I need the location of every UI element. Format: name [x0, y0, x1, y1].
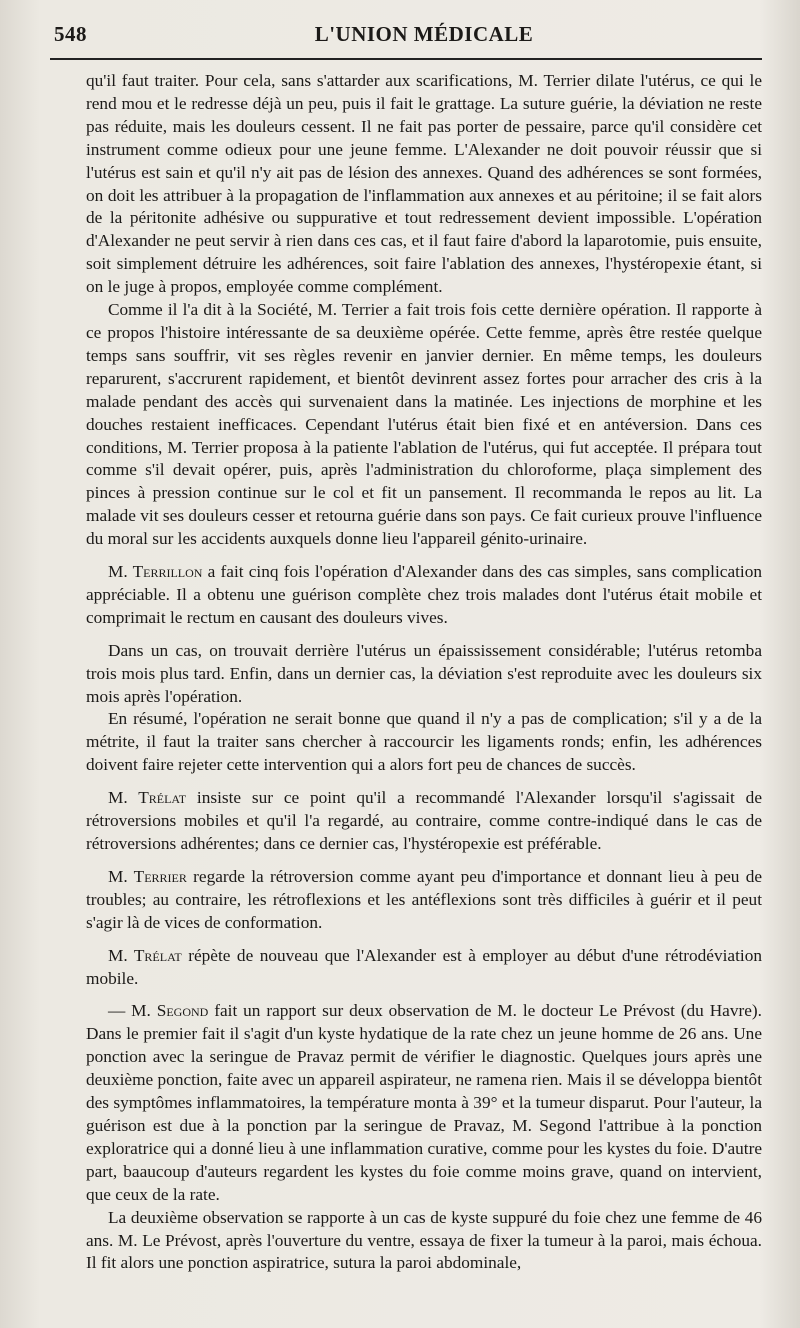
speaker-name: M. Terrillon — [108, 562, 203, 582]
paragraph: Dans un cas, on trouvait derrière l'utérus un épaississement considérable; l'utérus retomba trois mois plus tard. Enfin, dans un dernier cas, la déviation s'est reproduite avec les douleurs six mois après l'opération. — [86, 640, 762, 706]
paragraph: M. Terrier regarde la rétroversion comme ayant peu d'importance et donnant lieu à peu de troubles; au contraire, les rétroflexions et les antéflexions sont très difficiles à guérir et il peut s'agir là de vices de conformation. — [86, 866, 763, 932]
paragraph: M. Terrillon a fait cinq fois l'opération d'Alexander dans des cas simples, sans complication appréciable. Il a obtenu une guérison complète chez trois malades dont l'utérus était mobile et comprimait le rectum en causant des douleurs vives. — [86, 562, 762, 627]
paragraph: En résumé, l'opération ne serait bonne que quand il n'y a pas de complication; s'il y a de la métrite, il faut la traiter sans chercher à raccourcir les ligaments ronds; enfin, les adhérences doivent faire rejeter cette intervention qui a alors fort peu de chances de succès. — [86, 709, 762, 775]
page-number: 548 — [54, 22, 87, 46]
paragraph: M. Trélat insiste sur ce point qu'il a recommandé l'Alexander lorsqu'il s'agissait de rétroversions mobiles et qu'il l'a regardé, au contraire, comme contre-indiqué dans le cas de rétroversions adhérentes; dans ce dernier cas, l'hystéropexie est préférable. — [86, 788, 762, 853]
running-header — [54, 22, 762, 50]
speaker-name: M. Terrier — [108, 866, 187, 886]
speaker-name: M. Segond — [131, 1001, 209, 1021]
header-rule — [50, 58, 762, 60]
article-body — [86, 70, 762, 1275]
speaker-name: M. Trélat — [108, 945, 182, 965]
paragraph: Comme il l'a dit à la Société, M. Terrier a fait trois fois cette dernière opération. Il rapporte à ce propos l'histoire intéressante de sa deuxième opérée. Cette femme, après être restée quelque temps sans souffrir, vit ses règles revenir en janvier dernier. En même temps, les douleurs reparurent, s'accrurent rapidement, et bientôt devinrent assez fortes pour arracher des cris à la malade pendant des accès qui survenaient dans la matinée. Les injections de morphine et les douches restaient inefficaces. Cependant l'utérus était bien fixé et en antéversion. Dans ces conditions, M. Terrier proposa à la patiente l'ablation de l'utérus, qui fut acceptée. Il prépara tout comme s'il devait opérer, puis, après l'administration du chloroforme, plaça simplement des pinces à pression continue sur le col et fit un pansement. Il recommanda le repos au lit. La malade vit ses douleurs cesser et retourna guérie dans son pays. Ce fait curieux prouve l'influence du moral sur les accidents auxquels donne lieu l'appareil génito-urinaire. — [86, 300, 762, 549]
paragraph: — M. Segond fait un rapport sur deux observation de M. le docteur Le Prévost (du Havre). Dans le premier fait il s'agit d'un kyste hydatique de la rate chez un jeune homme de 26 ans. Une ponction avec la seringue de Pravaz permit de vérifier le diagnostic. Quelques jours après une deuxième ponction, faite avec un appareil aspirateur, ne ramena rien. Mais il se développa bientôt des symptômes inflammatoires, la température monta à 39° et la tumeur disparut. Pour l'auteur, la guérison est due à la ponction par la seringue de Pravaz, M. Segond l'attribue à la ponction exploratrice qui a donné lieu à une inflammation curative, comme pour les kystes du foie. D'autre part, baaucoup d'auteurs regardent les kystes du foie comme moins grave, quand on intervient, que ceux de la rate. — [86, 1001, 762, 1204]
paragraph: La deuxième observation se rapporte à un cas de kyste suppuré du foie chez une femme de 46 ans. M. Le Prévost, après l'ouverture du ventre, essaya de fixer la tumeur à la paroi, mais échoua. Il fit alors une ponction aspiratrice, sutura la paroi abdominale, — [86, 1207, 762, 1273]
paragraph: qu'il faut traiter. Pour cela, sans s'attarder aux scarifications, M. Terrier dilate l'utérus, ce qui le rend mou et le redresse déjà un peu, puis il fait le grattage. La suture guérie, la déviation ne reste pas réduite, mais les douleurs cessent. Il ne fait pas porter de pessaire, parce qu'il considère cet instrument comme odieux pour une jeune femme. L'Alexander ne doit pouvoir réussir que si l'utérus est sain et qu'il n'y ait pas de lésion des annexes. Quand des adhérences se sont formées, on doit les attribuer à la propagation de l'inflammation aux annexes et au péritoine; il se fait alors de la péritonite adhésive ou suppurative et tout redressement devient impossible. L'opération d'Alexander ne peut servir à rien dans ces cas, et il faut faire d'abord la laparotomie, puis ensuite, soit simplement détruire les adhérences, soit faire l'ablation des annexes, l'hystéropexie étant, si on le juge à propos, employée comme complément. — [86, 71, 762, 297]
speaker-name: M. Trélat — [108, 788, 187, 808]
dash: — — [108, 1001, 132, 1021]
paragraph: M. Trélat répète de nouveau que l'Alexander est à employer au début d'une rétrodéviation mobile. — [86, 945, 762, 988]
journal-title: L'UNION MÉDICALE — [314, 22, 534, 46]
